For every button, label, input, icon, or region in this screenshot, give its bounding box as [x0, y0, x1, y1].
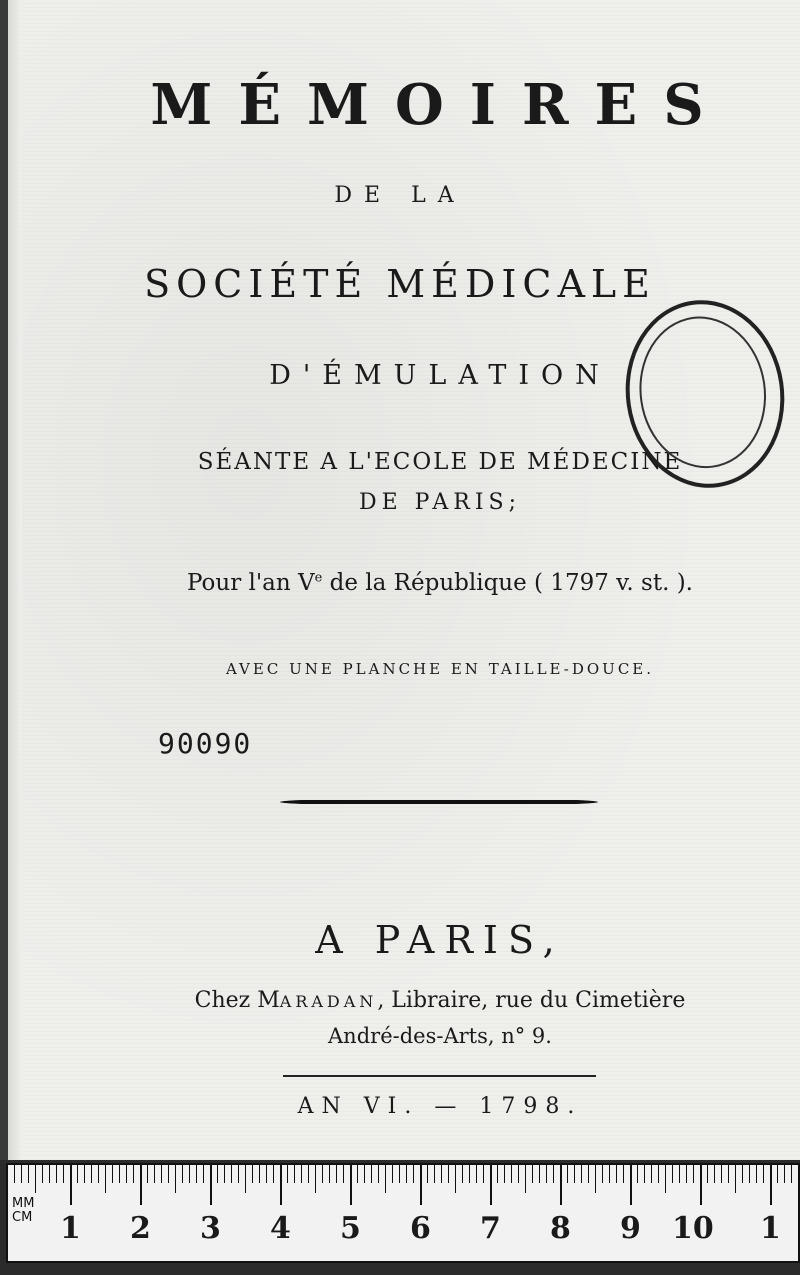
ruler-label: 9 — [620, 1211, 641, 1246]
ruler-label: 1 — [760, 1211, 781, 1246]
divider-rule — [283, 1075, 596, 1077]
ruler-tick — [35, 1165, 36, 1193]
ruler-tick — [385, 1165, 386, 1193]
ruler-tick — [364, 1165, 365, 1183]
year-line-sup: e — [314, 570, 323, 586]
date-line: AN VI. — 1798. — [297, 1094, 583, 1119]
ruler-label: 8 — [550, 1211, 571, 1246]
ruler-tick — [147, 1165, 148, 1183]
year-line-post: de la République ( 1797 v. st. ). — [322, 570, 693, 596]
ruler-tick — [700, 1165, 702, 1205]
ruler-tick — [245, 1165, 246, 1193]
ruler-label: 4 — [270, 1211, 291, 1246]
ruler-tick — [175, 1165, 176, 1193]
ruler-tick — [231, 1165, 232, 1183]
ruler-tick — [21, 1165, 22, 1183]
ruler-tick — [168, 1165, 169, 1183]
ruler-tick — [119, 1165, 120, 1183]
ruler-tick — [420, 1165, 422, 1205]
ruler-tick — [294, 1165, 295, 1183]
ruler-tick — [427, 1165, 428, 1183]
ruler-tick — [315, 1165, 316, 1193]
ruler-tick — [63, 1165, 64, 1183]
ruler-tick — [742, 1165, 743, 1183]
ruler-tick — [308, 1165, 309, 1183]
ruler-tick — [238, 1165, 239, 1183]
ruler-tick — [490, 1165, 492, 1205]
ruler-tick — [301, 1165, 302, 1183]
emulation-line: D'ÉMULATION — [269, 360, 611, 391]
ruler-tick — [553, 1165, 554, 1183]
ruler-tick — [567, 1165, 568, 1183]
ruler-tick — [763, 1165, 764, 1183]
ruler-tick — [434, 1165, 435, 1183]
ruler-tick — [336, 1165, 337, 1183]
ruler-tick — [546, 1165, 547, 1183]
ruler-label: 10 — [672, 1211, 714, 1246]
ruler-tick — [273, 1165, 274, 1183]
ruler-unit-mm: MM — [12, 1196, 35, 1211]
ruler-tick — [49, 1165, 50, 1183]
ruler-tick — [714, 1165, 715, 1183]
ruler-tick — [77, 1165, 78, 1183]
de-paris-line: DE PARIS; — [358, 490, 522, 515]
ruler-label: 1 — [60, 1211, 81, 1246]
ruler-tick — [105, 1165, 106, 1193]
year-line — [0, 570, 800, 596]
ruler-tick — [525, 1165, 526, 1193]
scale-ruler — [6, 1163, 800, 1263]
ruler-tick — [658, 1165, 659, 1183]
publisher-line — [0, 988, 800, 1013]
plate-line: AVEC UNE PLANCHE EN TAILLE-DOUCE. — [225, 660, 655, 678]
ruler-tick — [343, 1165, 344, 1183]
ruler-tick — [399, 1165, 400, 1183]
ruler-tick — [357, 1165, 358, 1183]
ruler-tick — [476, 1165, 477, 1183]
ruler-tick — [112, 1165, 113, 1183]
ruler-unit-cm: CM — [12, 1210, 33, 1225]
ruler-tick — [623, 1165, 624, 1183]
ruler-tick — [455, 1165, 456, 1193]
ruler-tick — [441, 1165, 442, 1183]
ruler-tick — [644, 1165, 645, 1183]
ruler-tick — [637, 1165, 638, 1183]
ruler-tick — [378, 1165, 379, 1183]
ruler-tick — [588, 1165, 589, 1183]
ruler-tick — [693, 1165, 694, 1183]
ruler-tick — [189, 1165, 190, 1183]
ruler-tick — [329, 1165, 330, 1183]
ruler-tick — [462, 1165, 463, 1183]
ruler-tick — [280, 1165, 282, 1205]
society-name: SOCIÉTÉ MÉDICALE — [144, 262, 656, 306]
ruler-tick — [735, 1165, 736, 1193]
ruler-tick — [14, 1165, 15, 1183]
ruler-tick — [322, 1165, 323, 1183]
ruler-tick — [532, 1165, 533, 1183]
ruler-tick — [140, 1165, 142, 1205]
ruler-tick — [511, 1165, 512, 1183]
ruler-tick — [469, 1165, 470, 1183]
publisher-smallcaps: ARADAN — [279, 992, 378, 1011]
publisher-pre: Chez M — [194, 988, 280, 1013]
ruler-tick — [126, 1165, 127, 1183]
ruler-tick — [406, 1165, 407, 1183]
ruler-tick — [707, 1165, 708, 1183]
ruler-tick — [756, 1165, 757, 1183]
ruler-tick — [287, 1165, 288, 1183]
ruler-tick — [672, 1165, 673, 1183]
ruler-tick — [182, 1165, 183, 1183]
year-line-pre: Pour l'an V — [186, 570, 315, 596]
ruler-tick — [770, 1165, 772, 1205]
ruler-tick — [721, 1165, 722, 1183]
ruler-tick — [777, 1165, 778, 1183]
ruler-tick — [210, 1165, 212, 1205]
ruler-tick — [42, 1165, 43, 1183]
ruler-tick — [392, 1165, 393, 1183]
ruler-tick — [651, 1165, 652, 1183]
ruler-tick — [448, 1165, 449, 1183]
ruler-label: 3 — [200, 1211, 221, 1246]
ruler-tick — [196, 1165, 197, 1183]
ruler-tick — [497, 1165, 498, 1183]
ruler-units — [12, 1197, 34, 1225]
ruler-tick — [784, 1165, 785, 1183]
subtitle-de-la: DE LA — [334, 183, 466, 208]
ruler-tick — [665, 1165, 666, 1193]
ruler-tick — [679, 1165, 680, 1183]
address-line: André-des-Arts, n° 9. — [328, 1024, 552, 1048]
imprint-place: A PARIS, — [315, 918, 565, 962]
seante-line: SÉANTE A L'ECOLE DE MÉDECINE — [197, 449, 683, 475]
ruler-tick — [203, 1165, 204, 1183]
ruler-tick — [224, 1165, 225, 1183]
ruler-tick — [266, 1165, 267, 1183]
ruler-label: 2 — [130, 1211, 151, 1246]
ruler-tick — [686, 1165, 687, 1183]
ruler-tick — [217, 1165, 218, 1183]
ruler-tick — [539, 1165, 540, 1183]
ruler-label: 6 — [410, 1211, 431, 1246]
ruler-tick — [574, 1165, 575, 1183]
ruler-tick — [161, 1165, 162, 1183]
ruler-tick — [749, 1165, 750, 1183]
publisher-post: , Libraire, rue du Cimetière — [377, 988, 686, 1013]
ruler-tick — [602, 1165, 603, 1183]
ruler-tick — [84, 1165, 85, 1183]
ornamental-rule — [280, 798, 598, 806]
ruler-tick — [371, 1165, 372, 1183]
ruler-tick — [413, 1165, 414, 1183]
ruler-tick — [609, 1165, 610, 1183]
ruler-tick — [504, 1165, 505, 1183]
ruler-tick — [154, 1165, 155, 1183]
ruler-tick — [791, 1165, 792, 1183]
ruler-tick — [91, 1165, 92, 1183]
ruler-tick — [483, 1165, 484, 1183]
ruler-tick — [56, 1165, 57, 1183]
ruler-tick — [630, 1165, 632, 1205]
ruler-tick — [259, 1165, 260, 1183]
ruler-tick — [28, 1165, 29, 1183]
ruler-label: 5 — [340, 1211, 361, 1246]
ruler-tick — [70, 1165, 72, 1205]
ruler-tick — [518, 1165, 519, 1183]
stamp-inner-ring — [630, 308, 776, 476]
ruler-tick — [728, 1165, 729, 1183]
ruler-tick — [560, 1165, 562, 1205]
library-number: 90090 — [158, 727, 253, 760]
ruler-tick — [133, 1165, 134, 1183]
ruler-tick — [616, 1165, 617, 1183]
ruler-tick — [350, 1165, 352, 1205]
ruler-tick — [581, 1165, 582, 1183]
ruler-tick — [595, 1165, 596, 1193]
ruler-label: 7 — [480, 1211, 501, 1246]
title: MÉMOIRES — [150, 72, 730, 138]
ruler-tick — [252, 1165, 253, 1183]
ruler-tick — [98, 1165, 99, 1183]
